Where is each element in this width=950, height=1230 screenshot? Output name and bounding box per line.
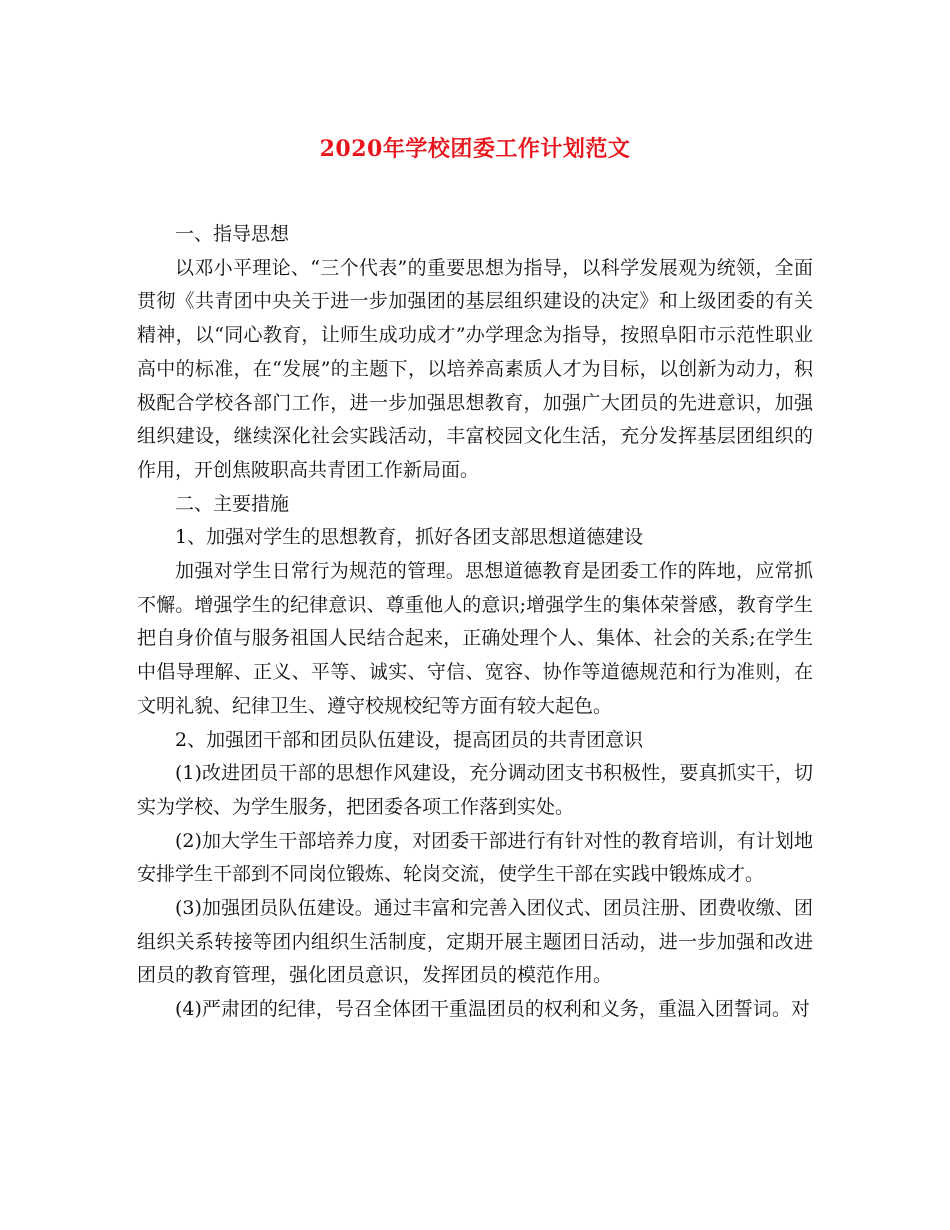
subheading-measure-2: 2、加强团干部和团员队伍建设，提高团员的共青团意识: [175, 728, 644, 751]
subheading-measure-1: 1、加强对学生的思想教育，抓好各团支部思想道德建设: [175, 526, 644, 549]
document-body: [137, 218, 813, 1027]
paragraph-guiding-ideology: 以邓小平理论、“三个代表”的重要思想为指导，以科学发展观为统领，全面贯彻《共青团中央关于进一步加强团的基层组织建设的决定》和上级团委的有关精神，以“同心教育，让师生成功成才”办学理念为指导，按照阜阳市示范性职业高中的标准，在“发展”的主题下，以培养高素质人才为目标，以创新为动力，积极配合学校各部门工作，进一步加强思想教育，加强广大团员的先进意识，加强组织建设，继续深化社会实践活动，丰富校园文化生活，充分发挥基层团组织的作用，开创焦陂职高共青团工作新局面。: [137, 256, 813, 481]
heading-main-measures: 二、主要措施: [175, 492, 290, 515]
paragraph-item-1: (1)改进团员干部的思想作风建设，充分调动团支书积极性，要真抓实干，切实为学校、为学生服务，把团委各项工作落到实处。: [137, 762, 813, 818]
paragraph-item-4: (4)严肃团的纪律，号召全体团干重温团员的权利和义务，重温入团誓词。对: [175, 998, 810, 1021]
document-title: 2020年学校团委工作计划范文: [319, 136, 631, 162]
paragraph-item-2: (2)加大学生干部培养力度，对团委干部进行有针对性的教育培训，有计划地安排学生干部到不同岗位锻炼、轮岗交流，使学生干部在实践中锻炼成才。: [137, 829, 813, 886]
paragraph-item-3: (3)加强团员队伍建设。通过丰富和完善入团仪式、团员注册、团费收缴、团组织关系转接等团内组织生活制度，定期开展主题团日活动，进一步加强和改进团员的教育管理，强化团员意识，发挥团员的模范作用。: [137, 897, 813, 987]
heading-guiding-ideology: 一、指导思想: [175, 223, 290, 245]
paragraph-measure-1: 加强对学生日常行为规范的管理。思想道德教育是团委工作的阵地，应常抓不懈。增强学生的纪律意识、尊重他人的意识;增强学生的集体荣誉感，教育学生把自身价值与服务祖国人民结合起来，正确处理个人、集体、社会的关系;在学生中倡导理解、正义、平等、诚实、守信、宽容、协作等道德规范和行为准则，在文明礼貌、纪律卫生、遵守校规校纪等方面有较大起色。: [137, 560, 813, 717]
